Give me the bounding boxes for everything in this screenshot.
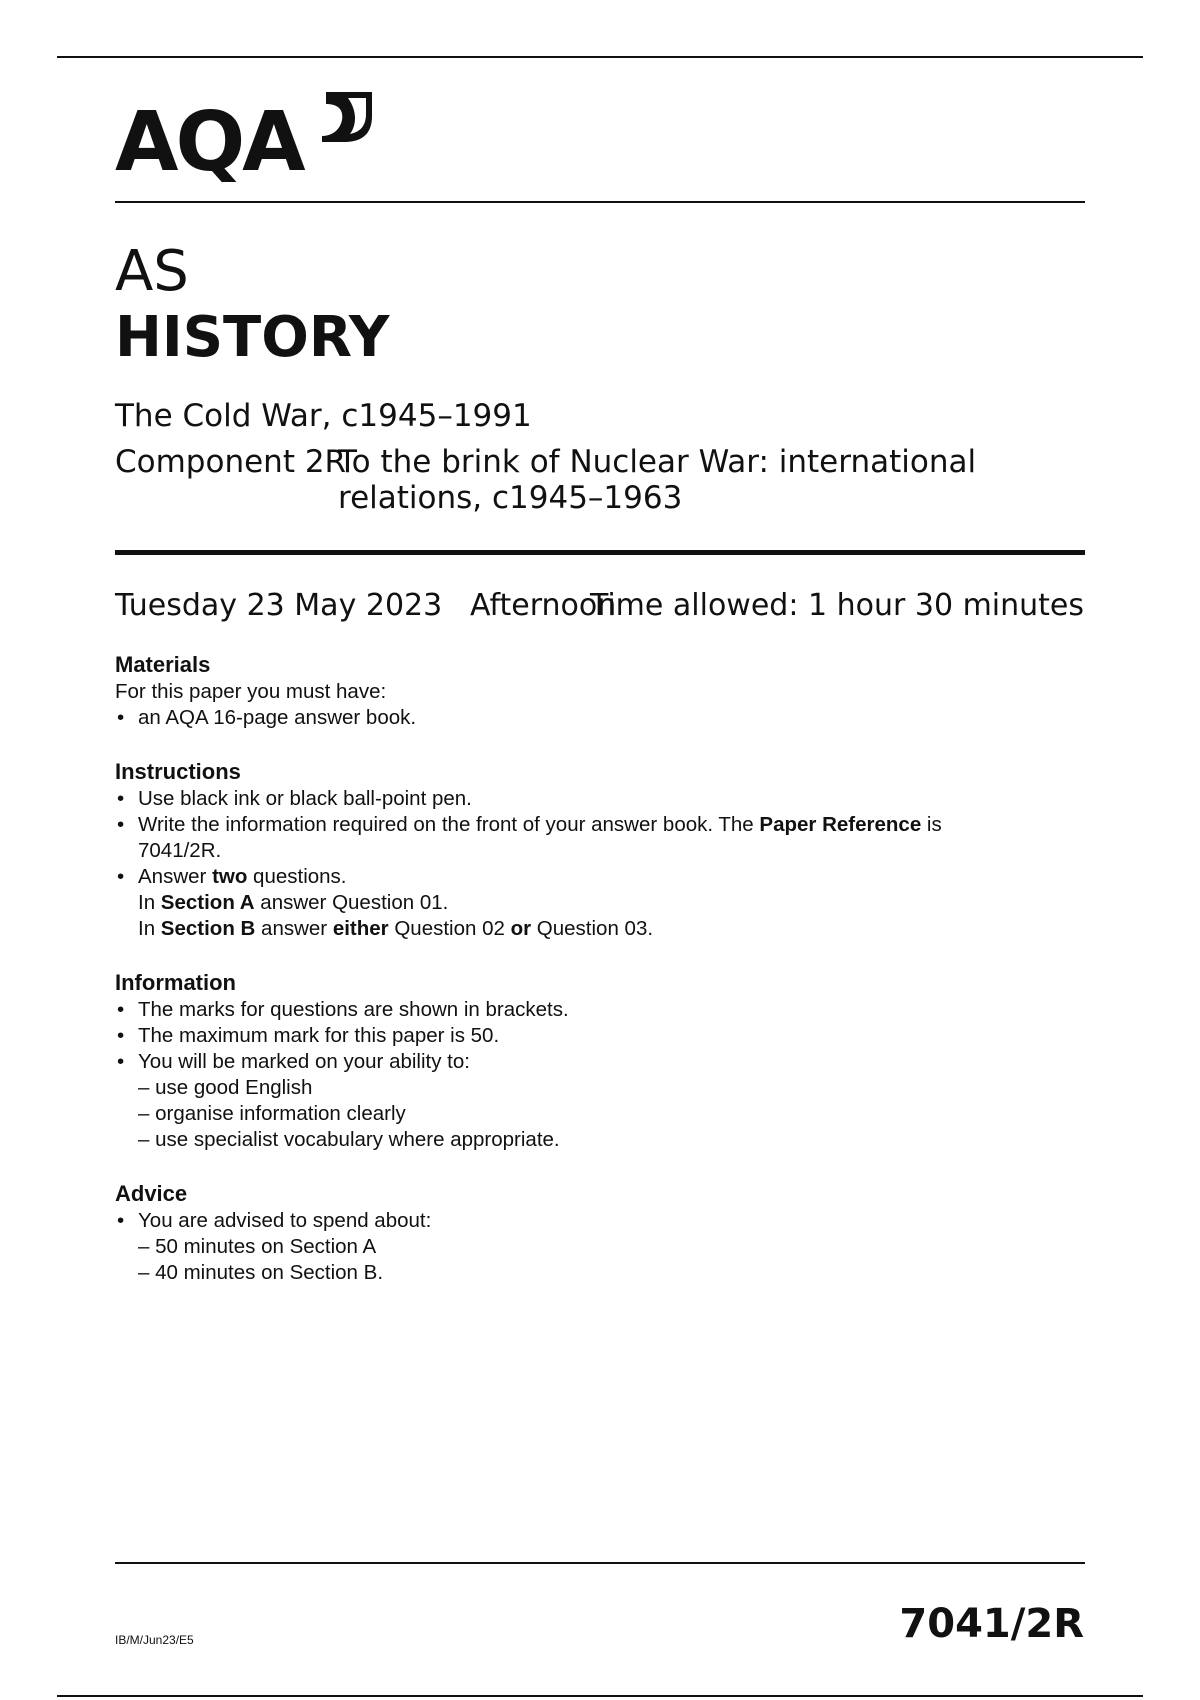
document-reference: IB/M/Jun23/E5 — [115, 1633, 194, 1647]
instruction-subline: In Section B answer either Question 02 or Question 03. — [138, 917, 654, 940]
qualification-level: AS — [115, 239, 189, 304]
advice-subitem: – 50 minutes on Section A — [138, 1235, 377, 1258]
time-allowed: Time allowed: 1 hour 30 minutes — [589, 588, 1084, 623]
header-divider — [115, 201, 1085, 203]
information-item: • The maximum mark for this paper is 50. — [115, 1023, 1095, 1049]
information-subitem: – organise information clearly — [138, 1102, 406, 1125]
subject-title: HISTORY — [115, 305, 390, 370]
aqa-logo-mark-icon — [318, 88, 376, 146]
materials-intro: For this paper you must have: — [115, 680, 387, 703]
exam-date: Tuesday 23 May 2023 — [115, 588, 443, 623]
advice-item: • You are advised to spend about: — [115, 1208, 1095, 1234]
aqa-logo-text: AQA — [115, 95, 303, 190]
information-section — [115, 969, 1095, 1153]
information-item: • You will be marked on your ability to: — [115, 1049, 1095, 1075]
instruction-subline: In Section A answer Question 01. — [138, 891, 449, 914]
top-border-line — [57, 56, 1143, 58]
instruction-item: • Write the information required on the front of your answer book. The Paper Reference is 7041/2R. — [115, 812, 1095, 864]
instruction-item: • Answer two questions. — [115, 864, 1095, 890]
information-item: • The marks for questions are shown in brackets. — [115, 997, 1095, 1023]
paper-code: 7041/2R — [899, 1601, 1084, 1647]
advice-subitem: – 40 minutes on Section B. — [138, 1261, 384, 1284]
instructions-section — [115, 758, 1095, 942]
information-subitem: – use good English — [138, 1076, 313, 1099]
exam-session: Afternoon — [470, 588, 617, 623]
component-code: Component 2R — [115, 444, 347, 480]
title-divider-thick — [115, 550, 1085, 555]
materials-section — [115, 651, 1095, 731]
advice-section — [115, 1180, 1095, 1286]
instructions-heading: Instructions — [115, 759, 241, 784]
materials-item: • an AQA 16-page answer book. — [115, 705, 1095, 731]
advice-heading: Advice — [115, 1181, 188, 1206]
instruction-item: • Use black ink or black ball-point pen. — [115, 786, 1095, 812]
component-title: To the brink of Nuclear War: international relations, c1945–1963 — [338, 444, 977, 516]
footer-divider — [115, 1562, 1085, 1564]
information-subitem: – use specialist vocabulary where appropriate. — [138, 1128, 560, 1151]
information-heading: Information — [115, 970, 236, 995]
paper-subtitle: The Cold War, c1945–1991 — [115, 398, 532, 434]
bottom-border-line — [57, 1695, 1143, 1697]
materials-heading: Materials — [115, 652, 211, 677]
